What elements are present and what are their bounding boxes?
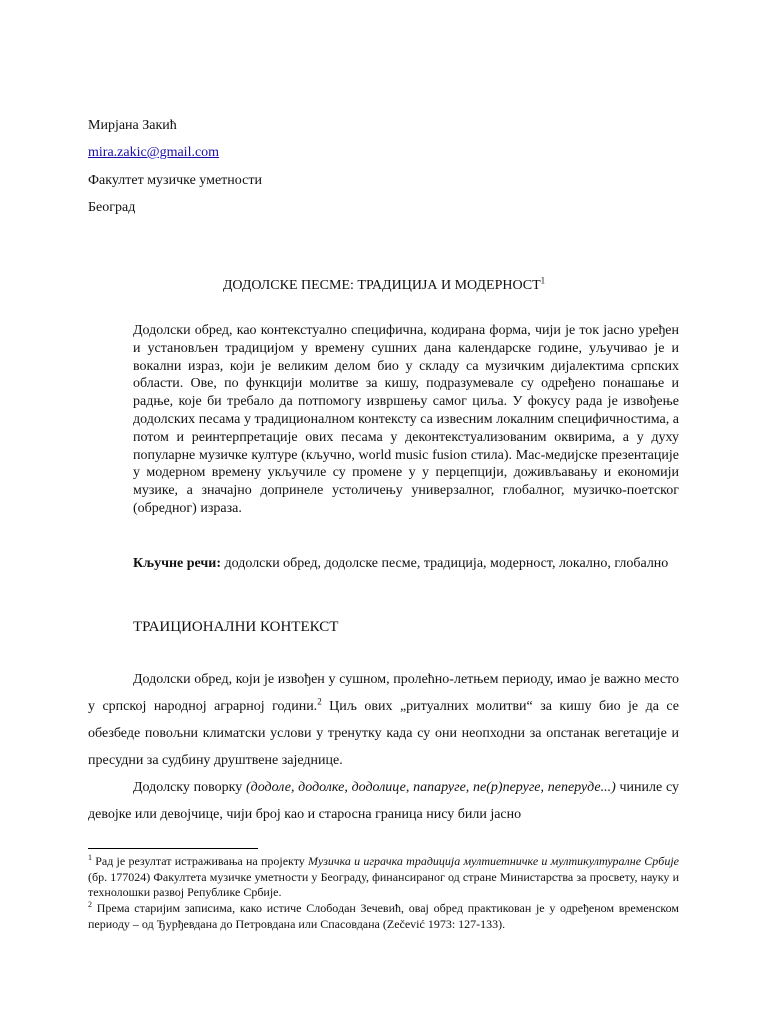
body-paragraph-2-start: Додолску поворку xyxy=(133,780,246,795)
body-paragraph-1-start: Додолски обред, који је извођен у сушном, пролећно-летњем периоду, имао је важно место у српској народној аграрној години. xyxy=(88,672,679,714)
footnote-ref-2[interactable]: 2 xyxy=(317,696,322,707)
city: Београд xyxy=(88,200,136,215)
section-heading: ТРАИЦИОНАЛНИ КОНТЕКСТ xyxy=(133,619,339,635)
footnote-1-start: Рад је резултат истраживања на пројекту xyxy=(92,854,309,868)
body-paragraph-2-end: чиниле су девојке или девојчице, чији број као и старосна граница нису били јасно xyxy=(88,780,680,822)
body-paragraph-1-end: Циљ ових „ритуалних молитви“ за кишу био је да се обезбеде повољни климатски услови у тренутку када су они неопходни за опстанак вегетације и пресудни за судбину друштвене заједнице. xyxy=(88,699,679,768)
body-paragraph-1 xyxy=(88,666,679,774)
footnote-1-end: (бр. 177024) Факултета музичке уметности у Београду, финансираног од стране Министарства за просвету, науку и технолошки развој Републике Србије. xyxy=(88,869,679,899)
paper-title-text: ДОДОЛСКЕ ПЕСМЕ: ТРАДИЦИЈА И МОДЕРНОСТ xyxy=(222,278,541,293)
footnote-1 xyxy=(88,854,679,901)
author-email-link[interactable]: mira.zakic@gmail.com xyxy=(88,145,220,160)
author-name: Мирјана Закић xyxy=(88,118,177,133)
institution: Факултет музичке уметности xyxy=(88,173,262,188)
footnote-1-marker: 1 xyxy=(88,853,92,862)
keywords-label: Кључне речи: xyxy=(133,556,222,571)
footnote-separator xyxy=(88,848,258,849)
footnote-1-project: Музичка и играчка традиција мултиетничке и мултикултуралне Србије xyxy=(308,854,679,868)
footnote-2 xyxy=(88,901,679,932)
keywords-text: додолски обред, додолске песме, традиција, модерност, локално, глобално xyxy=(221,556,669,571)
body-paragraph-2 xyxy=(88,774,679,828)
footnote-2-marker: 2 xyxy=(88,900,92,909)
abstract: Додолски обред, као контекстуално специфична, кодирана форма, чији је ток јасно уређен и установљен традицијом у времену сушних дана календарске године, уључивао је и вокални израз, који је великим делом био у складу са музичким дијалектима српских области. Ове, по функцији молитве за кишу, подразумевале су одређено понашање и радње, које би требало да потпомогу извршењу самог циља. У фокусу рада је извођење додолских песама у традиционалном контексту са извесним локалним специфичностима, а потом и реинтерпретације ових песама у деконтекстуализованим оквирима, а у духу популарне музичке културе (кључно, world music fusion стила). Мас-медијске презентације у модерном времену укључиле су промене у у перцепцији, доживљавању и економији музике, а значајно допринеле устоличењу универзалног, глобалног, музичко-поетског (обредног) израза. xyxy=(133,323,679,516)
title-footnote-ref[interactable]: 1 xyxy=(540,275,546,286)
keywords xyxy=(133,554,679,573)
footnote-2-text: Према старијим записима, како истиче Слободан Зечевић, овај обред практикован је у одређеном временском периоду – од Ђурђевдана до Петровдана или Спасовдана (Zečević 1973: 127-133). xyxy=(88,901,679,931)
paper-title xyxy=(0,275,768,294)
body-paragraph-2-names: (додоле, додолке, додолице, папаруге, пе(р)перуге, пеперуде...) xyxy=(245,780,616,795)
